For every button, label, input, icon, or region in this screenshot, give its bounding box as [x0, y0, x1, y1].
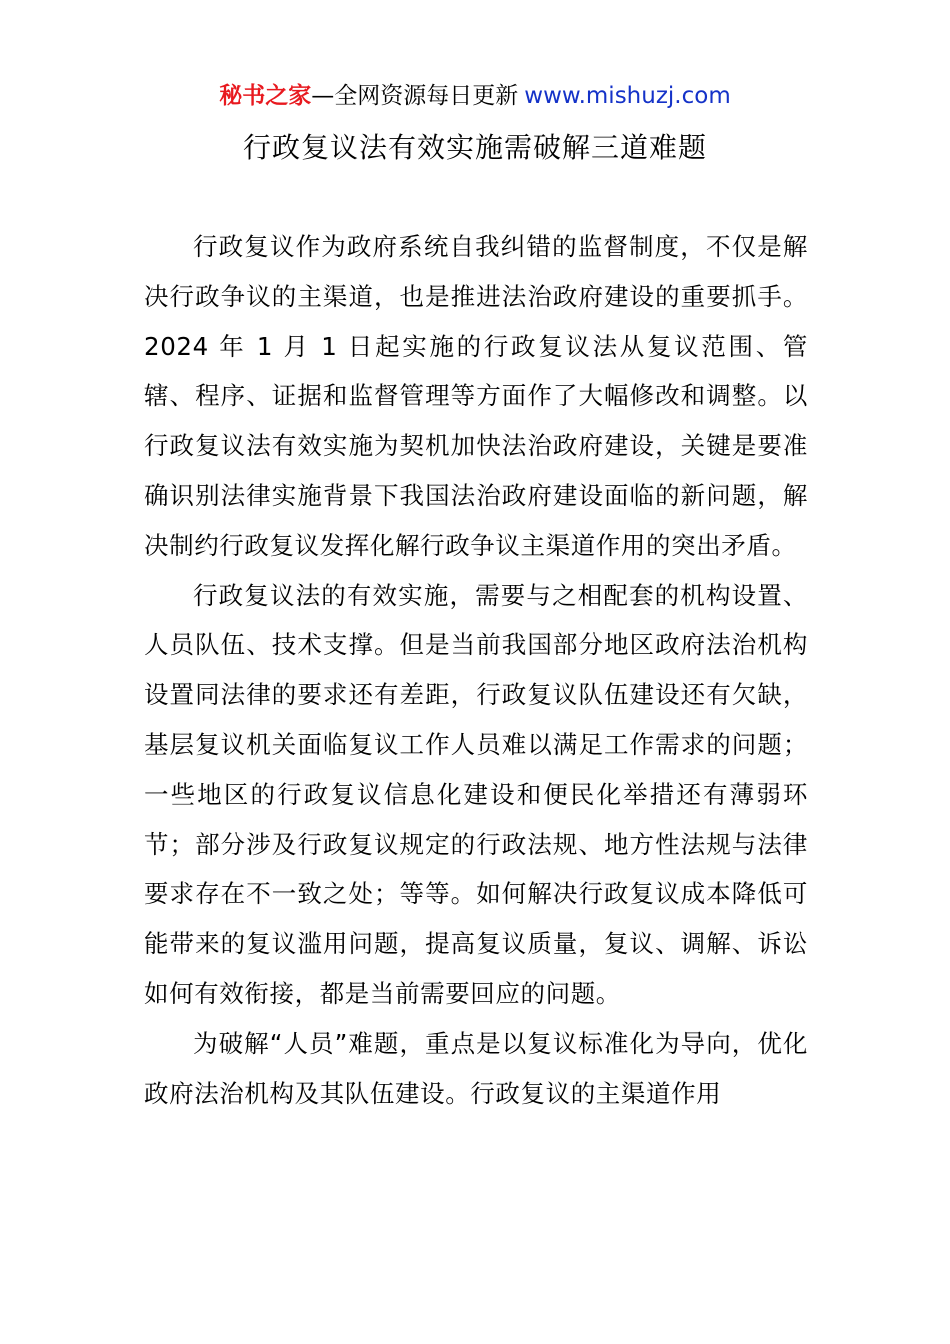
- site-header: [0, 80, 950, 112]
- paragraph-1: 行政复议作为政府系统自我纠错的监督制度，不仅是解决行政争议的主渠道，也是推进法治政府建设的重要抓手。2024 年 1 月 1 日起实施的行政复议法从复议范围、管辖、程序、证据和监督管理等方面作了大幅修改和调整。以行政复议法有效实施为契机加快法治政府建设，关键是要准确识别法律实施背景下我国法治政府建设面临的新问题，解决制约行政复议发挥化解行政争议主渠道作用的突出矛盾。: [144, 232, 808, 560]
- document-title: 行政复议法有效实施需破解三道难题: [242, 131, 707, 164]
- site-tagline: —全网资源每日更新: [311, 83, 519, 109]
- site-url-link[interactable]: www.mishuzj.com: [524, 83, 731, 109]
- paragraph-3: 为破解“人员”难题，重点是以复议标准化为导向，优化政府法治机构及其队伍建设。行政复议的主渠道作用: [144, 1028, 808, 1108]
- document-body: [144, 222, 808, 1118]
- brand-name: 秘书之家: [219, 83, 312, 109]
- paragraph-2: 行政复议法的有效实施，需要与之相配套的机构设置、人员队伍、技术支撑。但是当前我国部分地区政府法治机构设置同法律的要求还有差距，行政复议队伍建设还有欠缺，基层复议机关面临复议工作人员难以满足工作需求的问题；一些地区的行政复议信息化建设和便民化举措还有薄弱环节；部分涉及行政复议规定的行政法规、地方性法规与法律要求存在不一致之处；等等。如何解决行政复议成本降低可能带来的复议滥用问题，提高复议质量，复议、调解、诉讼如何有效衔接，都是当前需要回应的问题。: [144, 580, 808, 1008]
